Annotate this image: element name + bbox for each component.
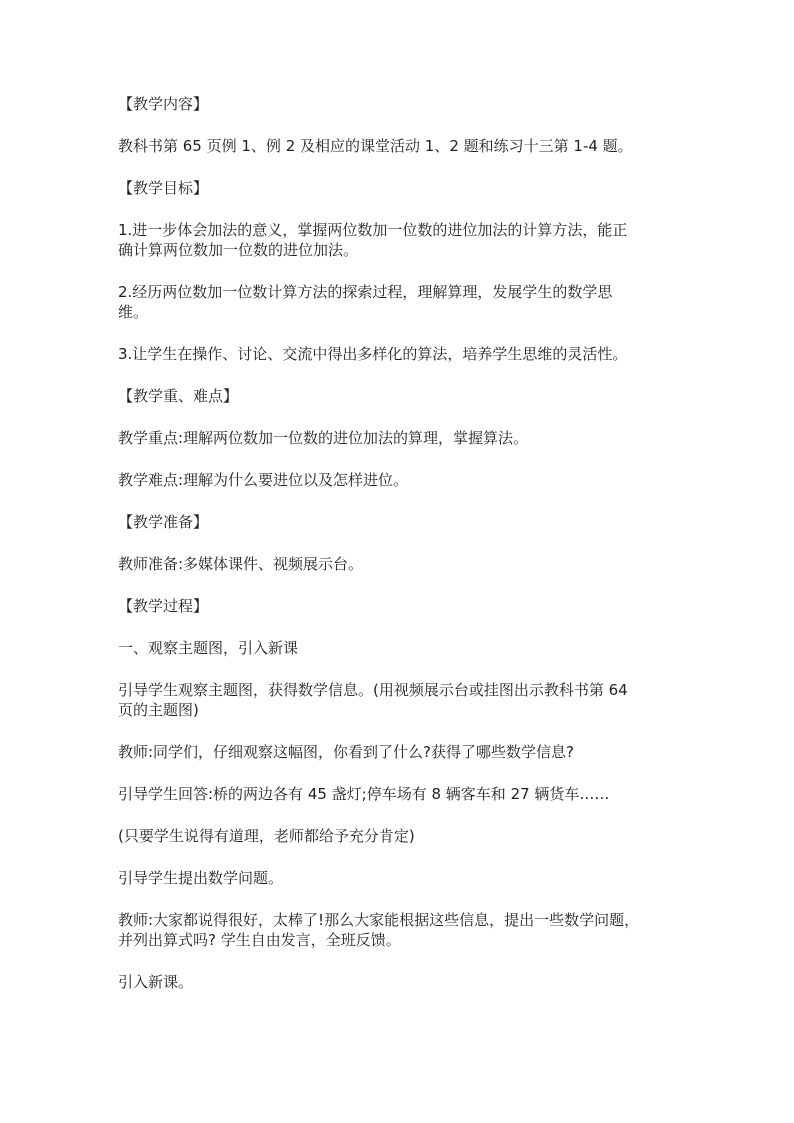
text-line: 确计算两位数加一位数的进位加法。 <box>118 241 359 259</box>
text-line: 【教学过程】 <box>118 597 209 615</box>
paragraph <box>118 554 674 574</box>
section-heading <box>118 512 674 532</box>
paragraph <box>118 680 674 720</box>
section-heading <box>118 94 674 114</box>
paragraph <box>118 220 674 260</box>
text-line: 引导学生回答:桥的两边各有 45 盏灯;停车场有 8 辆客车和 27 辆货车…… <box>118 785 610 803</box>
paragraph <box>118 638 674 658</box>
paragraph <box>118 910 674 950</box>
paragraph <box>118 470 674 490</box>
paragraph <box>118 282 674 322</box>
paragraph <box>118 868 674 888</box>
section-heading <box>118 386 674 406</box>
text-line: 2.经历两位数加一位数计算方法的探索过程，理解算理，发展学生的数学思 <box>118 283 613 301</box>
text-line: 教师准备:多媒体课件、视频展示台。 <box>118 555 364 573</box>
text-line: 页的主题图) <box>118 701 199 719</box>
paragraph <box>118 784 674 804</box>
text-line: 教学重点:理解两位数加一位数的进位加法的算理，掌握算法。 <box>118 429 529 447</box>
paragraph <box>118 344 674 364</box>
paragraph <box>118 742 674 762</box>
document-body <box>118 94 674 1014</box>
paragraph <box>118 428 674 448</box>
paragraph <box>118 136 674 156</box>
section-heading <box>118 178 674 198</box>
paragraph <box>118 826 674 846</box>
text-line: 3.让学生在操作、讨论、交流中得出多样化的算法，培养学生思维的灵活性。 <box>118 345 628 363</box>
text-line: 【教学目标】 <box>118 179 209 197</box>
text-line: 1.进一步体会加法的意义，掌握两位数加一位数的进位加法的计算方法，能正 <box>118 221 628 239</box>
text-line: 【教学内容】 <box>118 95 209 113</box>
text-line: 【教学准备】 <box>118 513 209 531</box>
text-line: (只要学生说得有道理，老师都给予充分肯定) <box>118 827 415 845</box>
text-line: 并列出算式吗? 学生自由发言，全班反馈。 <box>118 931 401 949</box>
section-heading <box>118 596 674 616</box>
text-line: 【教学重、难点】 <box>118 387 239 405</box>
text-line: 教师:大家都说得很好，太棒了!那么大家能根据这些信息，提出一些数学问题， <box>118 911 640 929</box>
text-line: 教科书第 65 页例 1、例 2 及相应的课堂活动 1、2 题和练习十三第 1-4 题。 <box>118 137 633 155</box>
text-line: 引导学生观察主题图，获得数学信息。(用视频展示台或挂图出示教科书第 64 <box>118 681 628 699</box>
text-line: 引导学生提出数学问题。 <box>118 869 284 887</box>
paragraph <box>118 972 674 992</box>
text-line: 教师:同学们，仔细观察这幅图，你看到了什么?获得了哪些数学信息? <box>118 743 574 761</box>
text-line: 教学难点:理解为什么要进位以及怎样进位。 <box>118 471 409 489</box>
text-line: 维。 <box>118 303 149 321</box>
text-line: 一、观察主题图，引入新课 <box>118 639 299 657</box>
text-line: 引入新课。 <box>118 973 194 991</box>
